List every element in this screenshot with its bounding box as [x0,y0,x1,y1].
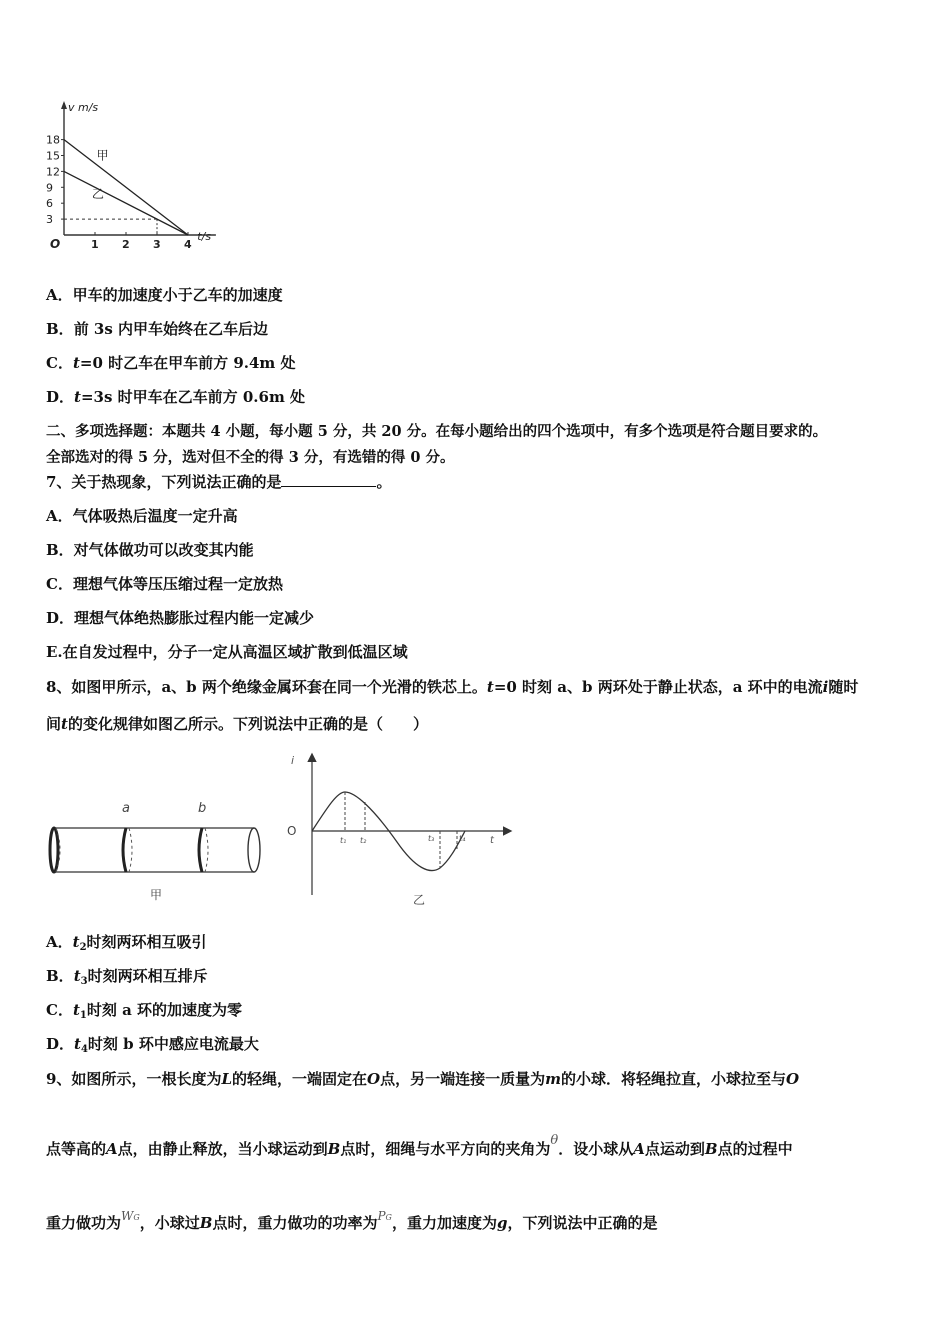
q7-option-d: D．理想气体绝热膨胀过程内能一定减少 [46,609,315,627]
series-line-jia [64,140,188,235]
t2-label: t₂ [360,836,367,845]
q7-option-b: B．对气体做功可以改变其内能 [46,541,254,559]
t3-label: t₃ [428,834,435,843]
section2-line1: 二、多项选择题：本题共 4 小题，每小题 5 分，共 20 分。在每小题给出的四个选项中，有多个选项是符合题目要求的。 [46,423,828,440]
q6-option-c: C．t=0 时乙车在甲车前方 9.4m 处 [46,354,296,372]
y-tick-label: 3 [46,213,53,227]
t1-label: t₁ [340,836,347,845]
q8-option-b: B．$t_3$时刻两环相互排斥 [46,967,208,987]
axis-t-label: t [490,835,494,846]
q9-stem-line2: 点等高的A点，由静止释放，当小球运动到B点时，细绳与水平方向的夹角为θ．设小球从A点运动到B点的过程中 [46,1133,793,1158]
figure-jia-rings [44,795,284,905]
q7-option-c: C．理想气体等压压缩过程一定放热 [46,575,283,593]
ring-b-label: b [198,801,207,816]
answer-blank [281,472,376,487]
y-tick-label: 15 [46,149,60,163]
y-axis-label: v m/s [68,101,99,114]
q6-option-d: D．t=3s 时甲车在乙车前方 0.6m 处 [46,388,306,406]
q6-option-b: B．前 3s 内甲车始终在乙车后边 [46,320,269,338]
q7-option-e: E.在自发过程中，分子一定从高温区域扩散到低温区域 [46,643,408,661]
q6-option-a: A．甲车的加速度小于乙车的加速度 [46,286,283,304]
q7-stem: 7、关于热现象，下列说法正确的是 。 [46,473,392,491]
origin-label: O [50,237,61,251]
t4-label: t₄ [459,834,466,843]
ring-a-label: a [122,801,130,816]
figure-jia-caption: 甲 [150,888,163,902]
figure-yi-it-graph [285,750,525,910]
q8-option-d: D．$t_4$时刻 b 环中感应电流最大 [46,1035,259,1055]
y-tick-label: 12 [46,165,60,179]
x-tick-label: 2 [122,238,130,251]
x-tick-label: 3 [153,238,161,251]
series-label-yi: 乙 [91,186,104,201]
work-symbol: WG [121,1209,140,1223]
axis-i-label: i [291,754,295,767]
q8-option-a: A．$t_2$时刻两环相互吸引 [46,933,207,953]
origin-label: O [287,824,297,838]
ring-a [123,828,132,872]
y-axis-arrow [61,101,67,109]
series-line-yi [64,171,188,235]
x-tick-label: 1 [91,238,99,251]
x-axis-label: t/s [197,230,212,243]
q8-stem-line1: 8、如图甲所示，a、b 两个绝缘金属环套在同一个光滑的铁芯上。t=0 时刻 a、b 两环处于静止状态，a 环中的电流i随时 [46,678,859,696]
ring-b [199,828,208,872]
power-symbol: PG [377,1209,392,1223]
q9-stem-line3: 重力做功为$^{WG}$，小球过B点时，重力做功的功率为$^{PG}$，重力加速度为g，下列说法中正确的是 [46,1209,658,1232]
q9-stem-line1: 9、如图所示，一根长度为L的轻绳，一端固定在O点，另一端连接一质量为m的小球．将轻绳拉直，小球拉至与O [46,1070,800,1088]
y-tick-label: 9 [46,181,53,195]
y-tick-label: 18 [46,133,60,147]
q8-option-c: C．$t_1$时刻 a 环的加速度为零 [46,1001,243,1021]
figure-yi-caption: 乙 [413,893,426,907]
y-tick-label: 6 [46,197,53,211]
x-tick-label: 4 [184,238,192,251]
theta-symbol: θ [550,1133,559,1148]
section2-line2: 全部选对的得 5 分，选对但不全的得 3 分，有选错的得 0 分。 [46,449,455,466]
q7-option-a: A．气体吸热后温度一定升高 [46,507,238,525]
series-label-jia: 甲 [96,148,109,163]
q8-stem-line2: 间t的变化规律如图乙所示。下列说法中正确的是（ ） [46,715,428,733]
vt-graph [40,95,270,255]
